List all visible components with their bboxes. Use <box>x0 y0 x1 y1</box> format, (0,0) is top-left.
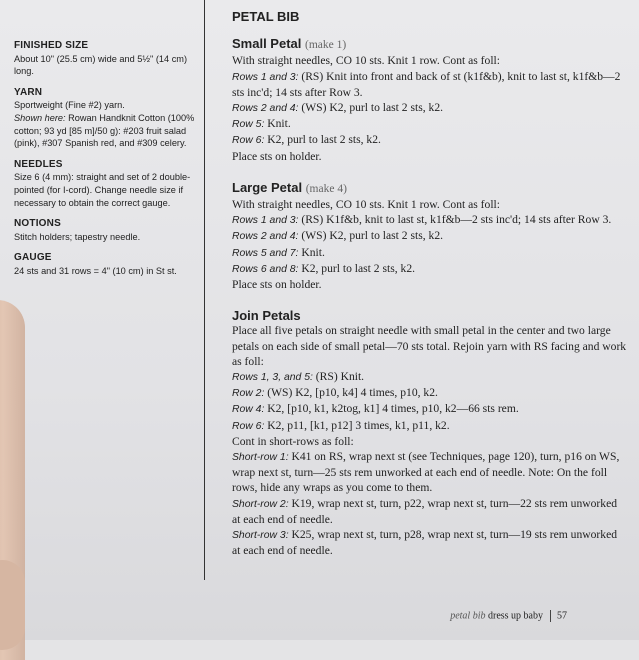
row-label: Rows 1 and 3: <box>232 215 299 227</box>
large-petal-section <box>232 180 627 292</box>
footer-pattern-name: petal bib <box>450 610 486 622</box>
yarn-text <box>14 99 199 149</box>
small-petal-heading <box>232 36 627 53</box>
large-petal-note: (make 4) <box>305 182 347 195</box>
join-petals-section <box>232 308 627 558</box>
row-text: Knit. <box>264 117 291 131</box>
instruction-line <box>232 369 627 385</box>
instruction-line <box>232 385 627 401</box>
row-label: Row 6: <box>232 135 265 147</box>
instruction-line <box>232 228 627 244</box>
row-label: Short-row 3: <box>232 530 289 542</box>
gauge-section <box>14 252 199 277</box>
instruction-line <box>232 261 627 277</box>
row-text: (RS) Knit. <box>312 370 365 384</box>
row-text: K41 on RS, wrap next st (see Techniques, page 120), turn, p16 on WS, wrap next st, turn—25 sts rem unworked at each end of needle. Note: On the foll rows, hide any wraps as you come to them. <box>232 450 620 495</box>
instruction-line <box>232 496 627 527</box>
row-label: Row 2: <box>232 388 265 400</box>
materials-sidebar <box>14 40 199 287</box>
notions-text: Stitch holders; tapestry needle. <box>14 231 141 242</box>
thumb-tip <box>0 560 25 650</box>
footer-divider <box>550 610 551 622</box>
instruction-line <box>232 245 627 261</box>
instruction-line <box>232 401 627 417</box>
row-text: Cont in short-rows as foll: <box>232 434 354 448</box>
row-label: Row 4: <box>232 404 265 416</box>
row-text: (WS) K2, purl to last 2 sts, k2. <box>298 101 444 115</box>
instruction-line <box>232 449 627 496</box>
row-label: Rows 1, 3, and 5: <box>232 372 313 384</box>
instruction-line <box>232 323 627 369</box>
row-text: Place sts on holder. <box>232 149 322 163</box>
instruction-line <box>232 149 627 164</box>
row-text: Place all five petals on straight needle with small petal in the center and two large petals on each side of small petal—70 sts total. Rejoin yarn with RS facing and work as foll: <box>232 324 627 368</box>
needles-section <box>14 159 199 209</box>
join-petals-lines <box>232 323 627 558</box>
yarn-section <box>14 87 199 150</box>
instruction-line <box>232 527 627 558</box>
shown-here-label: Shown here: <box>14 112 66 123</box>
large-petal-lines <box>232 197 627 292</box>
gauge-heading: GAUGE <box>14 252 52 264</box>
instruction-line <box>232 116 627 132</box>
needles-heading: NEEDLES <box>14 158 63 170</box>
row-label: Short-row 1: <box>232 452 289 464</box>
column-divider <box>204 0 205 580</box>
row-text: (RS) Knit into front and back of st (k1f&b), knit to last st, k1f&b—2 sts inc'd; 14 sts after Row 3. <box>232 69 621 99</box>
instruction-line <box>232 69 627 100</box>
yarn-weight: Sportweight (Fine #2) yarn. <box>14 100 125 111</box>
instruction-line <box>232 212 627 228</box>
row-text: Place sts on holder. <box>232 278 322 292</box>
row-label: Rows 6 and 8: <box>232 263 299 275</box>
row-text: (WS) K2, [p10, k4] 4 times, p10, k2. <box>264 386 438 400</box>
small-petal-lines <box>232 53 627 163</box>
row-text: With straight needles, CO 10 sts. Knit 1 row. Cont as foll: <box>232 198 500 212</box>
instruction-line <box>232 434 627 449</box>
page-number: 57 <box>557 610 567 622</box>
row-text: K2, purl to last 2 sts, k2. <box>298 261 416 275</box>
row-label: Rows 5 and 7: <box>232 247 299 259</box>
instruction-line <box>232 418 627 434</box>
row-text: K2, p11, [k1, p12] 3 times, k1, p11, k2. <box>264 418 450 432</box>
pattern-instructions <box>232 9 627 575</box>
row-text: With straight needles, CO 10 sts. Knit 1 row. Cont as foll: <box>232 54 500 68</box>
row-label: Rows 2 and 4: <box>232 103 299 115</box>
row-label: Row 5: <box>232 119 265 131</box>
notions-heading: NOTIONS <box>14 218 61 230</box>
large-petal-heading <box>232 180 627 197</box>
instruction-line <box>232 132 627 148</box>
finished-size-heading: FINISHED SIZE <box>14 40 89 51</box>
row-label: Rows 1 and 3: <box>232 71 299 83</box>
row-text: K2, [p10, k1, k2tog, k1] 4 times, p10, k2—66 sts rem. <box>264 402 519 416</box>
row-label: Row 6: <box>232 420 265 432</box>
row-text: Knit. <box>298 245 325 259</box>
row-text: K2, purl to last 2 sts, k2. <box>264 133 381 147</box>
row-label: Short-row 2: <box>232 498 289 510</box>
pattern-title: PETAL BIB <box>232 9 300 24</box>
needles-text: Size 6 (4 mm): straight and set of 2 double-pointed (for I-cord). Change needle size if necessary to obtain the correct gauge. <box>14 172 191 208</box>
notions-section <box>14 218 199 243</box>
yarn-heading: YARN <box>14 86 43 98</box>
gauge-text: 24 sts and 31 rows = 4" (10 cm) in St st. <box>14 265 177 276</box>
small-petal-section <box>232 36 627 164</box>
instruction-line <box>232 53 627 68</box>
small-petal-note: (make 1) <box>305 39 347 52</box>
instruction-line <box>232 277 627 292</box>
join-petals-heading: Join Petals <box>232 308 301 324</box>
footer-book-title: dress up baby <box>488 610 543 622</box>
row-text: K19, wrap next st, turn, p22, wrap next st, turn—22 sts rem unworked at each end of needle. <box>232 496 618 526</box>
finished-size-section <box>14 40 199 78</box>
instruction-line <box>232 197 627 212</box>
row-label: Rows 2 and 4: <box>232 231 299 243</box>
yarn-detail: Rowan Handknit Cotton (100% cotton; 93 yd [85 m]/50 g): #203 fruit salad (pink), #307 Spanish red, and #309 celery. <box>14 112 195 149</box>
row-text: (RS) K1f&b, knit to last st, k1f&b—2 sts inc'd; 14 sts after Row 3. <box>298 213 612 227</box>
instruction-line <box>232 100 627 116</box>
finished-size-text: About 10" (25.5 cm) wide and 5½" (14 cm) long. <box>14 53 188 77</box>
row-text: K25, wrap next st, turn, p28, wrap next st, turn—19 sts rem unworked at each end of needle. <box>232 528 618 558</box>
small-petal-title: Small Petal <box>232 36 302 52</box>
large-petal-title: Large Petal <box>232 179 303 195</box>
row-text: (WS) K2, purl to last 2 sts, k2. <box>298 229 444 243</box>
page-footer <box>450 610 567 622</box>
